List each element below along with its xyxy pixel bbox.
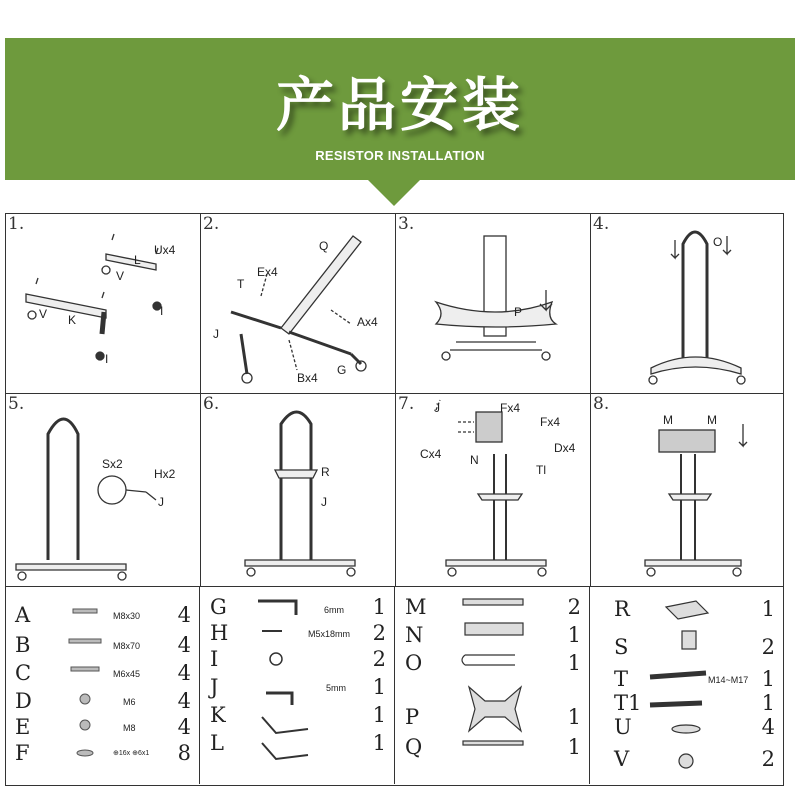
callout: J xyxy=(213,327,219,341)
parts-column-2 xyxy=(200,587,395,784)
part-row: M 2 xyxy=(405,595,581,619)
callout: Cx4 xyxy=(420,447,442,461)
callout: Bx4 xyxy=(297,371,318,385)
callout: V xyxy=(116,269,125,283)
part-row: A M8x30 4 xyxy=(15,603,191,627)
step-number: 2. xyxy=(203,214,220,234)
callout: I xyxy=(105,352,109,366)
part-row: S 2 xyxy=(614,635,775,659)
part-row: N 1 xyxy=(405,623,581,647)
callout: P xyxy=(514,305,523,319)
bracket-icons xyxy=(455,595,535,775)
callout: M xyxy=(707,413,717,427)
banner-arrow xyxy=(368,180,420,206)
part-row: F ⊕16x ⊕6x1 8 xyxy=(15,741,191,765)
callout: R xyxy=(321,465,330,479)
callout: O xyxy=(713,235,723,249)
step-number: 6. xyxy=(203,394,220,414)
part-row: V 2 xyxy=(614,747,775,771)
callout: Ex4 xyxy=(257,265,278,279)
step-6-panel xyxy=(201,394,396,587)
part-row: O 1 xyxy=(405,651,581,675)
callout: Ux4 xyxy=(154,243,176,257)
page-title: 产品安装 xyxy=(275,71,524,139)
step-3-diagram xyxy=(396,214,591,394)
part-row: Q 1 xyxy=(405,735,581,759)
parts-column-1 xyxy=(5,587,200,784)
accessory-icons xyxy=(646,593,726,783)
step-number: 3. xyxy=(398,214,415,234)
callout: J xyxy=(321,495,327,509)
step-number: 7. xyxy=(398,394,415,414)
step-8-diagram xyxy=(591,394,783,587)
part-row: U 4 xyxy=(614,715,775,739)
part-row: B M8x70 4 xyxy=(15,633,191,657)
tool-icons xyxy=(252,593,312,763)
part-row: K 1 xyxy=(210,703,386,727)
part-row: G 6mm 1 xyxy=(210,595,386,619)
parts-column-4 xyxy=(590,587,784,784)
step-number: 8. xyxy=(593,394,610,414)
callout: Hx2 xyxy=(154,467,176,481)
part-row: L 1 xyxy=(210,731,386,755)
step-2-panel xyxy=(201,214,396,394)
part-row: P 1 xyxy=(405,705,581,729)
step-number: 1. xyxy=(8,214,25,234)
step-3-panel xyxy=(396,214,591,394)
callout: Fx4 xyxy=(500,401,521,415)
step-8-panel xyxy=(591,394,783,587)
callout: K xyxy=(68,313,77,327)
part-row: T M14~M17 1 xyxy=(614,667,775,691)
part-row: R 1 xyxy=(614,597,775,621)
callout: V xyxy=(39,307,48,321)
page-subtitle: RESISTOR INSTALLATION xyxy=(315,148,485,163)
callout: N xyxy=(470,453,479,467)
callout: G xyxy=(337,363,347,377)
callout: Dx4 xyxy=(554,441,576,455)
step-6-diagram xyxy=(201,394,396,587)
callout: Q xyxy=(319,239,329,253)
step-7-diagram xyxy=(396,394,591,587)
header-banner xyxy=(5,38,795,180)
step-4-panel xyxy=(591,214,783,394)
callout: I xyxy=(160,304,164,318)
part-row: I 2 xyxy=(210,647,386,671)
part-row: E M8 4 xyxy=(15,715,191,739)
step-4-diagram xyxy=(591,214,783,394)
callout: L xyxy=(134,253,141,267)
part-row: H M5x18mm 2 xyxy=(210,621,386,645)
callout: J xyxy=(158,495,164,509)
part-row: T1 1 xyxy=(614,691,775,715)
step-number: 5. xyxy=(8,394,25,414)
callout: M xyxy=(663,413,673,427)
part-row: J 5mm 1 xyxy=(210,675,386,699)
callout: J xyxy=(434,401,440,415)
part-row: C M6x45 4 xyxy=(15,661,191,685)
hardware-icons xyxy=(65,601,105,771)
step-1-panel xyxy=(6,214,201,394)
callout: Tl xyxy=(536,463,546,477)
step-number: 4. xyxy=(593,214,610,234)
callout: T xyxy=(237,277,245,291)
part-row: D M6 4 xyxy=(15,689,191,713)
step-7-panel xyxy=(396,394,591,587)
callout: Ax4 xyxy=(357,315,378,329)
step-5-panel xyxy=(6,394,201,587)
step-2-diagram xyxy=(201,214,396,394)
parts-column-3 xyxy=(395,587,590,784)
callout: Fx4 xyxy=(540,415,561,429)
step-1-diagram xyxy=(6,214,201,394)
step-5-diagram xyxy=(6,394,201,587)
callout: Sx2 xyxy=(102,457,123,471)
